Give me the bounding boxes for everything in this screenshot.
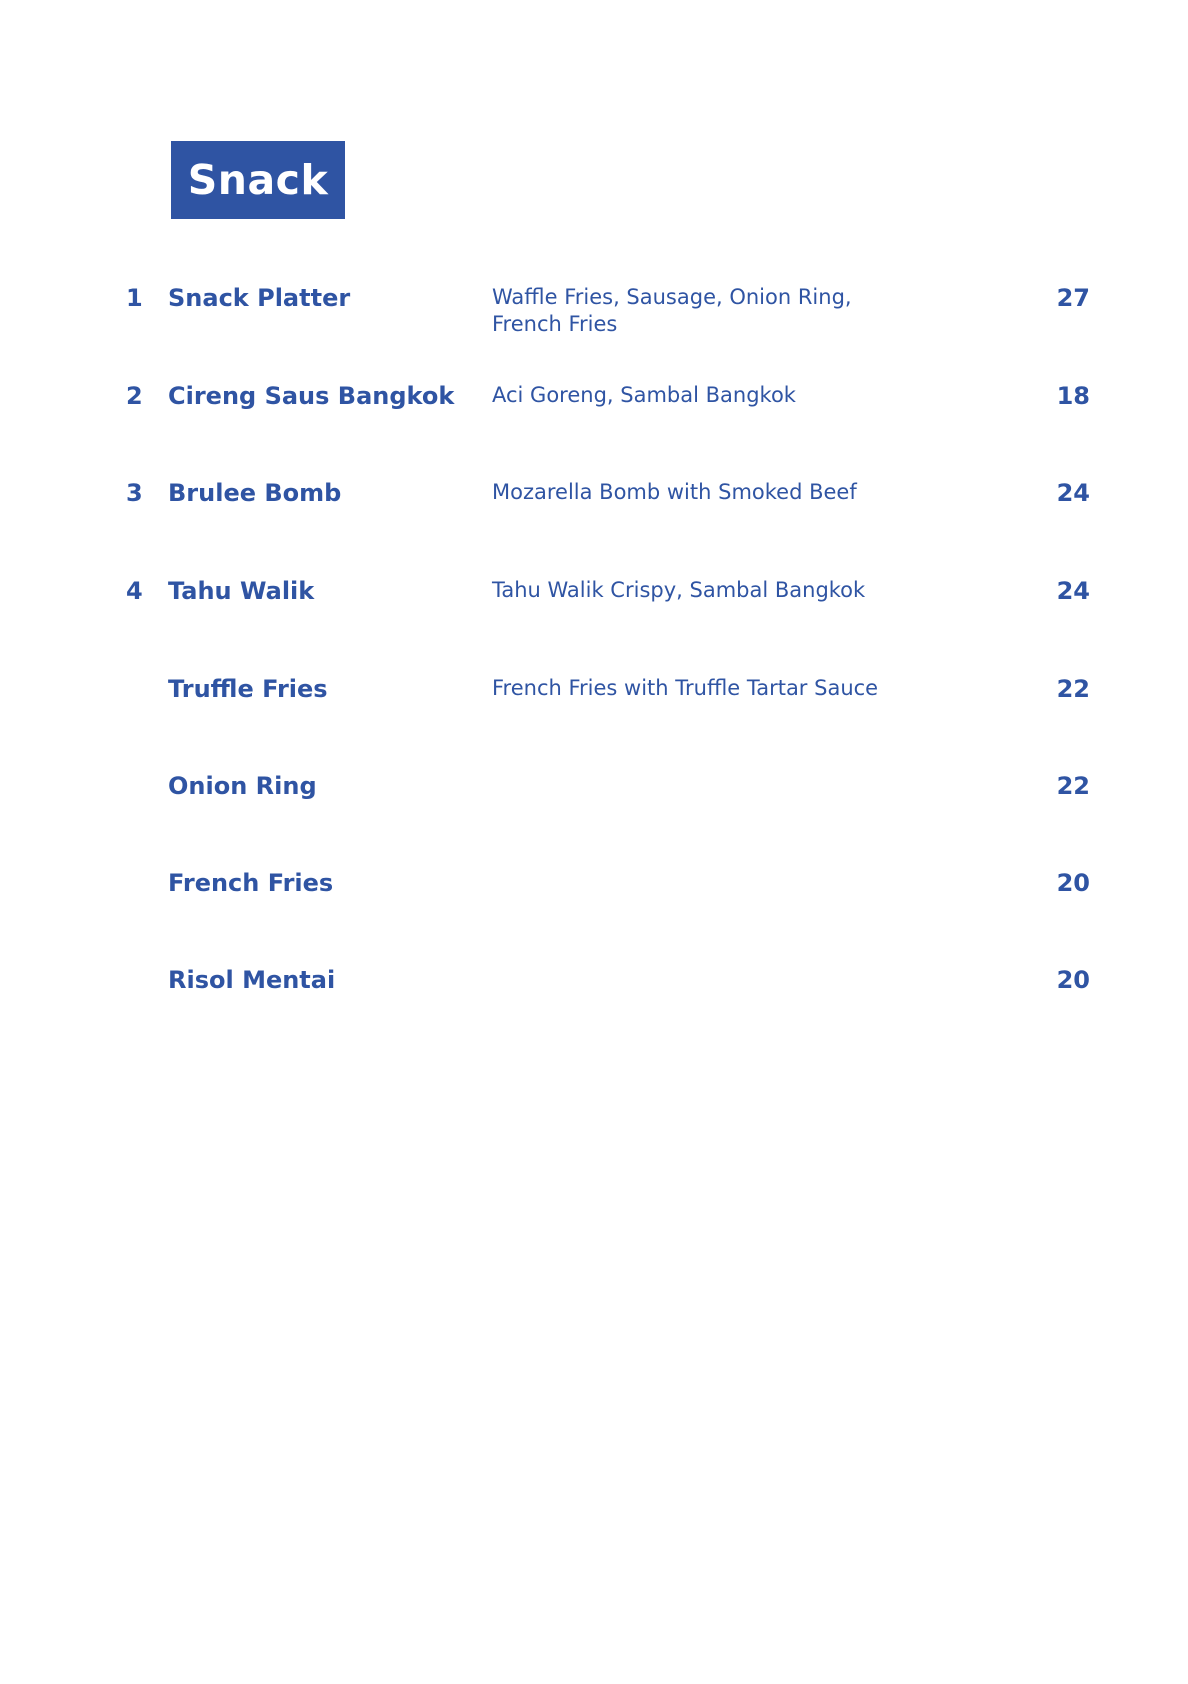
item-price: 20 <box>1056 869 1090 897</box>
item-price: 24 <box>1056 577 1090 605</box>
item-name: Tahu Walik <box>168 577 315 605</box>
item-name: Cireng Saus Bangkok <box>168 382 455 410</box>
item-description: French Fries with Truffle Tartar Sauce <box>492 676 879 700</box>
item-price: 27 <box>1056 284 1090 312</box>
item-name: French Fries <box>168 869 334 897</box>
item-price: 22 <box>1056 675 1090 703</box>
section-title-box <box>171 141 345 219</box>
item-number: 4 <box>126 577 143 605</box>
menu-item <box>0 771 1188 831</box>
item-number: 3 <box>126 479 143 507</box>
menu-item <box>0 478 1188 538</box>
item-number: 2 <box>126 382 143 410</box>
item-description: Tahu Walik Crispy, Sambal Bangkok <box>492 578 866 602</box>
menu-item <box>0 674 1188 734</box>
item-description: Aci Goreng, Sambal Bangkok <box>492 383 796 407</box>
section-title: Snack <box>187 156 329 204</box>
item-price: 18 <box>1056 382 1090 410</box>
item-description: Waffle Fries, Sausage, Onion Ring, French Fries <box>492 285 852 336</box>
item-name: Brulee Bomb <box>168 479 342 507</box>
item-price: 20 <box>1056 966 1090 994</box>
menu-item <box>0 868 1188 928</box>
item-number: 1 <box>126 284 143 312</box>
menu-item <box>0 381 1188 441</box>
menu-item <box>0 283 1188 343</box>
item-price: 24 <box>1056 479 1090 507</box>
item-name: Risol Mentai <box>168 966 336 994</box>
menu-item <box>0 965 1188 1025</box>
item-description: Mozarella Bomb with Smoked Beef <box>492 480 857 504</box>
item-name: Truffle Fries <box>168 675 328 703</box>
menu-item <box>0 576 1188 636</box>
item-name: Onion Ring <box>168 772 317 800</box>
item-name: Snack Platter <box>168 284 351 312</box>
item-price: 22 <box>1056 772 1090 800</box>
